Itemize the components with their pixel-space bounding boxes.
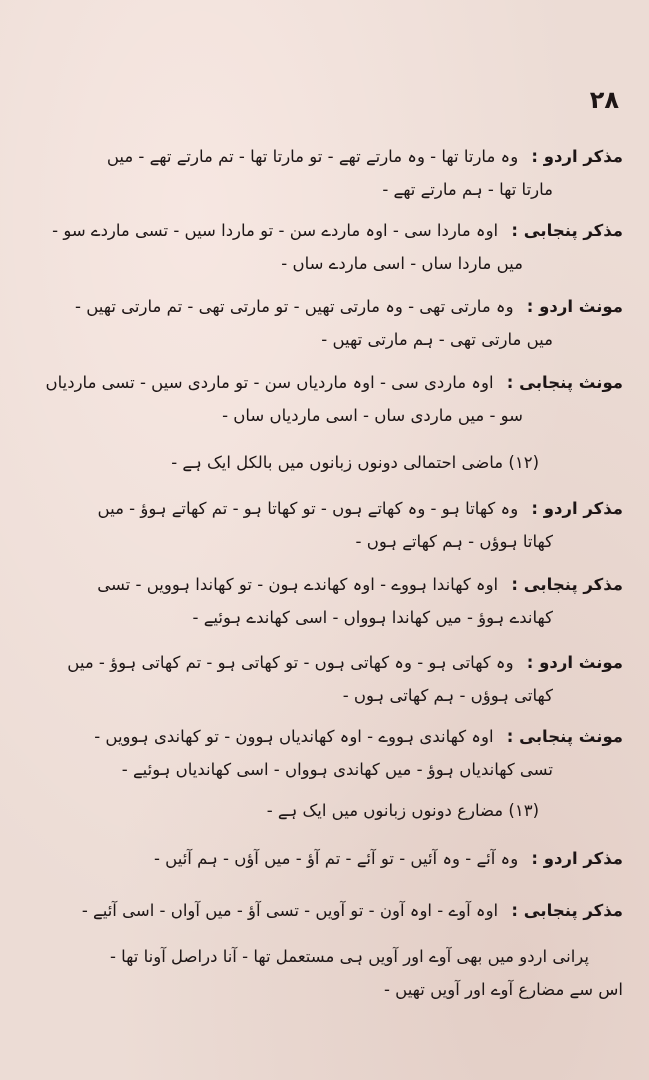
section-text-line-2: تسی کھاندیاں ہوؤ - میں کھاندی ہوواں - اسی کھاندیاں ہوئیے - bbox=[121, 760, 553, 779]
page-number: ۲۸ bbox=[589, 86, 619, 114]
section-text-line-2: مارتا تھا - ہم مارتے تھے - bbox=[382, 180, 553, 199]
section-masculine-urdu-3 bbox=[22, 842, 623, 875]
section-label: مذکر اردو : bbox=[531, 499, 623, 518]
section-text-line-1: وہ آئے - وہ آئیں - تو آئے - تم آؤ - میں آؤں - ہم آئیں - bbox=[153, 849, 519, 868]
section-label: مذکر پنجابی : bbox=[511, 575, 623, 594]
section-text-line-2: سو - میں ماردی ساں - اسی ماردیاں ساں - bbox=[222, 406, 523, 425]
section-label: مذکر اردو : bbox=[531, 849, 623, 868]
section-masculine-punjabi-1 bbox=[22, 214, 623, 280]
section-text-line-1: اوہ کھاندا ہووے - اوہ کھاندے ہون - تو کھاندا ہوویں - تسی bbox=[97, 575, 499, 594]
section-feminine-punjabi-2 bbox=[22, 720, 623, 786]
section-label: مذکر پنجابی : bbox=[511, 221, 623, 240]
section-text-line-1: اوہ ماردی سی - اوہ ماردیاں سن - تو ماردی سیں - تسی ماردیاں bbox=[45, 373, 494, 392]
closing-line-1: پرانی اردو میں بھی آوے اور آویں ہی مستعمل تھا - آنا دراصل آونا تھا - bbox=[109, 947, 589, 966]
section-feminine-punjabi-1 bbox=[22, 366, 623, 432]
closing-line-2: اس سے مضارع آوے اور آویں تھیں - bbox=[383, 980, 623, 999]
rule-heading-12: (۱۲) ماضی احتمالی دونوں زبانوں میں بالکل ایک ہے - bbox=[171, 453, 539, 472]
section-label: مذکر پنجابی : bbox=[511, 901, 623, 920]
section-label: مونث پنجابی : bbox=[506, 727, 623, 746]
section-label: مونث اردو : bbox=[526, 297, 623, 316]
section-masculine-urdu-2 bbox=[22, 492, 623, 558]
section-masculine-urdu-1 bbox=[22, 140, 623, 206]
section-label: مونث پنجابی : bbox=[506, 373, 623, 392]
section-text-line-2: کھاتی ہوؤں - ہم کھاتی ہوں - bbox=[342, 686, 553, 705]
section-label: مونث اردو : bbox=[526, 653, 623, 672]
section-text-line-2: میں مارتی تھی - ہم مارتی تھیں - bbox=[321, 330, 553, 349]
section-feminine-urdu-2 bbox=[22, 646, 623, 712]
section-masculine-punjabi-3 bbox=[22, 894, 623, 927]
section-masculine-punjabi-2 bbox=[22, 568, 623, 634]
section-text-line-2: کھاتا ہوؤں - ہم کھاتے ہوں - bbox=[355, 532, 553, 551]
section-text-line-2: میں ماردا ساں - اسی ماردے ساں - bbox=[281, 254, 523, 273]
closing-paragraph bbox=[22, 940, 623, 1006]
rule-heading-13: (۱۳) مضارع دونوں زبانوں میں ایک ہے - bbox=[266, 801, 539, 820]
section-text-line-1: وہ مارتی تھی - وہ مارتی تھیں - تو مارتی تھی - تم مارتی تھیں - bbox=[75, 297, 514, 316]
section-text-line-1: اوہ کھاندی ہووے - اوہ کھاندیاں ہوون - تو کھاندی ہوویں - bbox=[94, 727, 494, 746]
section-label: مذکر اردو : bbox=[531, 147, 623, 166]
section-text-line-2: کھاندے ہوؤ - میں کھاندا ہوواں - اسی کھاندے ہوئیے - bbox=[192, 608, 553, 627]
section-text-line-1: وہ کھاتی ہو - وہ کھاتی ہوں - تو کھاتی ہو - تم کھاتی ہوؤ - میں bbox=[67, 653, 514, 672]
section-text-line-1: وہ کھاتا ہو - وہ کھاتے ہوں - تو کھاتا ہو - تم کھاتے ہوؤ - میں bbox=[97, 499, 519, 518]
section-feminine-urdu-1 bbox=[22, 290, 623, 356]
section-text-line-1: اوہ آوے - اوہ آون - تو آویں - تسی آؤ - میں آواں - اسی آئیے - bbox=[81, 901, 499, 920]
section-text-line-1: اوہ ماردا سی - اوہ ماردے سن - تو ماردا سیں - تسی ماردے سو - bbox=[52, 221, 499, 240]
section-text-line-1: وہ مارتا تھا - وہ مارتے تھے - تو مارتا تھا - تم مارتے تھے - میں bbox=[106, 147, 519, 166]
